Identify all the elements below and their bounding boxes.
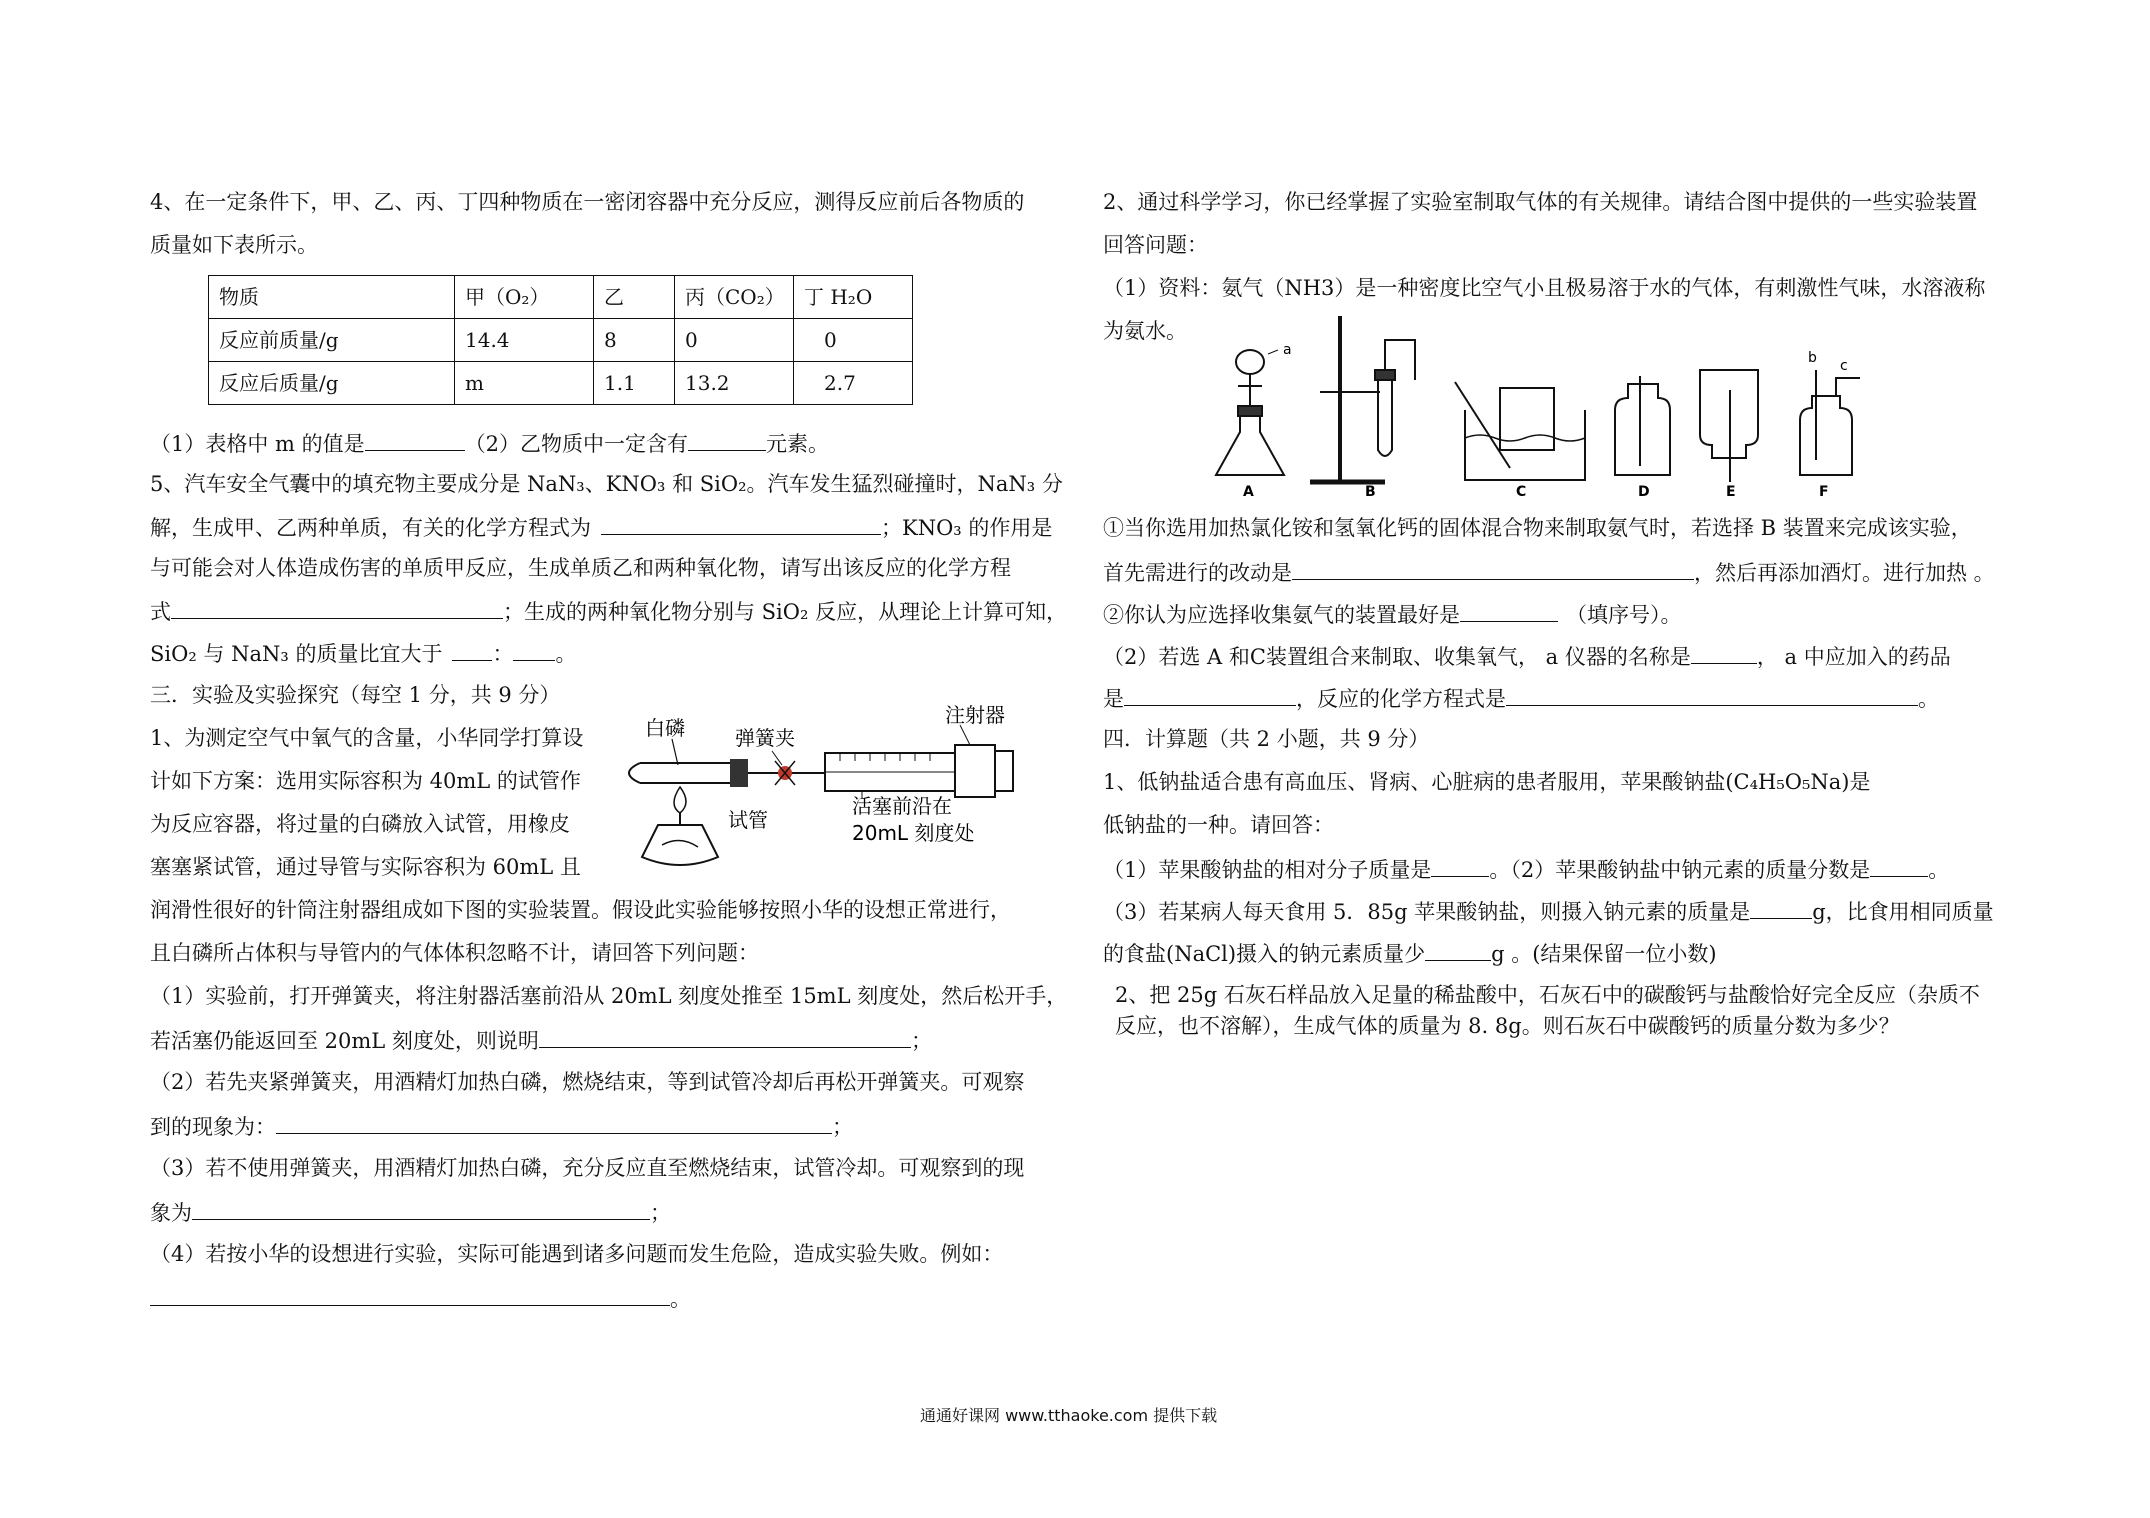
exp1-s2-line2 [150,1113,853,1140]
q4-line2: 质量如下表所示。 [150,233,318,257]
label-c-tube: c [1840,358,1848,374]
calc1-s3c: 的食盐(NaCl)摄入的钠元素质量少 [1103,942,1426,966]
answer-blank[interactable] [452,640,492,661]
table-cell: 1.1 [594,362,675,405]
answer-blank[interactable] [1750,898,1812,919]
q2-line1: 2、通过科学学习，你已经掌握了实验室制取气体的有关规律。请结合图中提供的一些实验装置 [1103,190,1978,214]
calc1-s1 [1103,856,1949,883]
label-a-instrument: a [1283,342,1292,358]
calc2-line2: 反应，也不溶解），生成气体的质量为 8. 8g。则石灰石中碳酸钙的质量分数为多少？ [1115,1014,1900,1038]
exp1-s3-line1: （3）若不使用弹簧夹，用酒精灯加热白磷，充分反应直至燃烧结束，试管冷却。可观察到的现 [150,1156,1025,1180]
table-header-cell: 物质 [209,276,455,319]
figure-label-piston-1: 活塞前沿在 [852,794,952,818]
table-row [209,319,913,362]
table-cell: 14.4 [455,319,594,362]
calc1-s3-line1 [1103,898,1994,925]
q4-sub2-end: 元素。 [766,432,829,456]
apparatus-c [1455,382,1585,480]
answer-blank[interactable] [1506,685,1918,706]
exp1-s1-end: ； [910,1029,932,1053]
calc1-s3b: g，比食用相同质量 [1812,900,1994,924]
q2-c2a: ②你认为应选择收集氨气的装置最好是 [1103,603,1460,627]
exp1-s2b: 到的现象为： [150,1115,276,1139]
q2-line3: （1）资料：氨气（NH3）是一种密度比空气小且极易溶于水的气体，有刺激性气味，水溶液称 [1103,276,1986,300]
label-apparatus-a: A [1243,484,1254,500]
label-apparatus-b: B [1365,484,1376,500]
q5-l2b: ；KNO₃ 的作用是 [881,516,1053,540]
table-header-cell: 乙 [594,276,675,319]
q2-line2: 回答问题： [1103,233,1208,257]
q5-l5b: 。 [555,642,577,666]
exp1-s2-end: ； [832,1115,853,1139]
answer-blank[interactable] [539,1027,911,1048]
figure-label-syringe: 注射器 [945,703,1005,727]
label-apparatus-f: F [1819,484,1829,500]
label-apparatus-c: C [1516,484,1527,500]
table-cell: 0 [675,319,794,362]
apparatus-e [1700,370,1758,482]
q5-l5a: SiO₂ 与 NaN₃ 的质量比宜大于 [150,642,443,666]
calc1-s1b: 。（2）苹果酸钠盐中钠元素的质量分数是 [1489,858,1871,882]
exp1-s4-end: 。 [670,1287,691,1311]
exp1-line3: 为反应容器，将过量的白磷放入试管，用橡皮 [150,812,570,836]
gas-apparatus-figure [1210,310,1860,500]
exp1-s2-line1: （2）若先夹紧弹簧夹，用酒精灯加热白磷，燃烧结束，等到试管冷却后再松开弹簧夹。可观察 [150,1070,1025,1094]
label-apparatus-d: D [1638,484,1650,500]
q2-c1c: ，然后再添加酒灯。进行加热 。 [1694,561,1995,585]
table-header-cell: 甲（O₂） [455,276,594,319]
calc1-s3a: （3）若某病人每天食用 5．85g 苹果酸钠盐，则摄入钠元素的质量是 [1103,900,1751,924]
answer-blank[interactable] [513,640,555,661]
q4-sub-questions [150,430,829,457]
table-cell: 反应前质量/g [209,319,455,362]
exp1-s3-end: ； [650,1201,671,1225]
q2-line4: 为氨水。 [1103,319,1187,343]
q2-s2-line2 [1103,685,1939,712]
figure-label-white-phosphorus: 白磷 [645,716,685,740]
exp1-s3-line2 [150,1199,671,1226]
answer-blank[interactable] [1292,559,1694,580]
figure-label-spring-clip: 弹簧夹 [735,726,795,750]
exp1-s1-line1: （1）实验前，打开弹簧夹，将注射器活塞前沿从 20mL 刻度处推至 15mL 刻度处，然后松开手， [150,984,1068,1008]
exp1-line6: 且白磷所占体积与导管内的气体体积忽略不计，请回答下列问题： [150,941,759,965]
q4-mass-table [208,275,913,405]
q4-sub2-text: （2）乙物质中一定含有 [464,432,688,456]
exp1-s4-line1: （4）若按小华的设想进行实验，实际可能遇到诸多问题而发生危险，造成实验失败。例如： [150,1242,1004,1266]
q5-l4b: ；生成的两种氧化物分别与 SiO₂ 反应，从理论上计算可知， [503,600,1068,624]
table-row [209,362,913,405]
answer-blank[interactable] [276,1113,832,1134]
exp1-s3b: 象为 [150,1201,192,1225]
q5-line2 [150,514,1052,541]
calc1-line1: 1、低钠盐适合患有高血压、肾病、心脏病的患者服用，苹果酸钠盐(C₄H₅O₅Na)是 [1103,770,1871,794]
table-row [209,276,913,319]
q5-l4a: 式 [150,600,171,624]
q2-s2c: 是 [1103,687,1124,711]
table-header-cell: 丁 H₂O [794,276,913,319]
q2-c2b: （填序号）。 [1566,603,1682,627]
exp1-s1b: 若活塞仍能返回至 20mL 刻度处，则说明 [150,1029,539,1053]
apparatus-f [1800,370,1860,475]
table-header-cell: 丙（CO₂） [675,276,794,319]
answer-blank[interactable] [1431,856,1489,877]
answer-blank[interactable] [1691,643,1757,664]
answer-blank[interactable] [688,430,766,451]
label-b-tube: b [1808,350,1817,366]
calc1-s1c: 。 [1928,858,1950,882]
calc1-s1a: （1）苹果酸钠盐的相对分子质量是 [1103,858,1432,882]
exp1-line1: 1、为测定空气中氧气的含量，小华同学打算设 [150,726,584,750]
answer-blank[interactable] [1425,940,1491,961]
calc1-s3-line2 [1103,940,1717,967]
answer-blank[interactable] [1870,856,1928,877]
q2-c2 [1103,601,1682,628]
calc1-s3d: g 。(结果保留一位小数) [1491,942,1717,966]
q5-line3: 与可能会对人体造成伤害的单质甲反应，生成单质乙和两种氧化物，请写出该反应的化学方程 [150,556,1011,580]
label-apparatus-e: E [1726,484,1736,500]
answer-blank[interactable] [601,514,881,535]
answer-blank[interactable] [1460,601,1558,622]
exp1-s4-line2 [150,1285,691,1312]
q5-line5 [150,640,576,667]
q5-line4 [150,598,1067,625]
section-4-title: 四．计算题（共 2 小题，共 9 分） [1103,727,1430,751]
q2-s2d: ，反应的化学方程式是 [1296,687,1506,711]
table-cell: m [455,362,594,405]
q2-c1-line1: ①当你选用加热氯化铵和氢氧化钙的固体混合物来制取氨气时，若选择 B 装置来完成该实验， [1103,516,1972,540]
exp1-line5: 润滑性很好的针筒注射器组成如下图的实验装置。假设此实验能够按照小华的设想正常进行， [150,898,1011,922]
q2-c1-line2 [1103,559,1995,586]
table-cell: 8 [594,319,675,362]
syringe-apparatus-figure [600,695,1040,880]
exp1-line2: 计如下方案：选用实际容积为 40mL 的试管作 [150,769,581,793]
q2-s2b: ， a 中应加入的药品 [1756,645,1951,669]
table-cell: 2.7 [794,362,913,405]
q2-c1b: 首先需进行的改动是 [1103,561,1292,585]
answer-blank[interactable] [365,430,465,451]
q2-s2-line1 [1103,643,1951,670]
footer-credit: 通通好课网 www.tthaoke.com 提供下载 [920,1406,1218,1425]
table-cell: 反应后质量/g [209,362,455,405]
apparatus-d [1615,376,1670,475]
table-cell: 13.2 [675,362,794,405]
q2-s2a: （2）若选 A 和C装置组合来制取、收集氧气， a 仪器的名称是 [1103,645,1691,669]
q4-sub1-text: （1）表格中 m 的值是 [150,432,365,456]
answer-blank[interactable] [171,598,503,619]
exp1-s1-line2 [150,1027,932,1054]
q5-colon: ： [492,642,514,666]
calc2-line1: 2、把 25g 石灰石样品放入足量的稀盐酸中，石灰石中的碳酸钙与盐酸恰好完全反应（杂质不 [1115,983,1980,1007]
answer-blank[interactable] [192,1199,650,1220]
exp1-line4: 塞塞紧试管，通过导管与实际容积为 60mL 且 [150,855,581,879]
answer-blank[interactable] [1124,685,1296,706]
table-cell: 0 [794,319,913,362]
figure-label-piston-2: 20mL 刻度处 [852,821,975,845]
apparatus-b [1310,316,1415,482]
q5-l2a: 解，生成甲、乙两种单质，有关的化学方程式为 [150,516,591,540]
section-3-title: 三．实验及实验探究（每空 1 分，共 9 分） [150,683,561,707]
q2-s2e: 。 [1918,687,1939,711]
q5-line1: 5、汽车安全气囊中的填充物主要成分是 NaN₃、KNO₃ 和 SiO₂。汽车发生猛烈碰撞时，NaN₃ 分 [150,472,1063,496]
figure-label-test-tube: 试管 [728,808,768,832]
apparatus-a [1216,350,1284,475]
answer-blank[interactable] [150,1285,670,1306]
calc1-line2: 低钠盐的一种。请回答： [1103,813,1334,837]
q4-line1: 4、在一定条件下，甲、乙、丙、丁四种物质在一密闭容器中充分反应，测得反应前后各物质的 [150,190,1025,214]
